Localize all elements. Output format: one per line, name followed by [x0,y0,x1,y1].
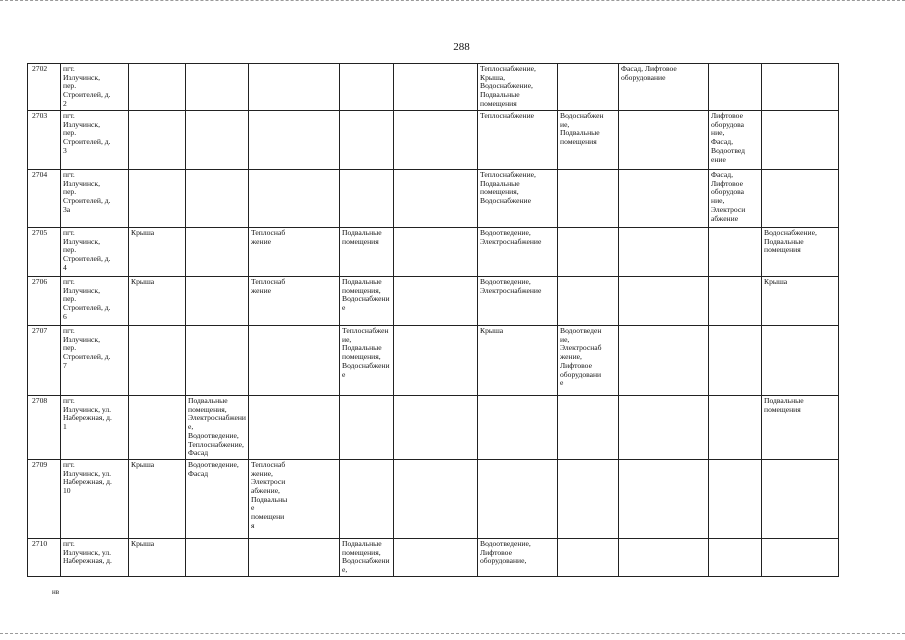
work-cell [762,228,839,277]
work-cell [709,111,762,170]
address-text: пгт. Излучинск, пер. Строителей, д. 3 [63,111,111,155]
work-cell-text: Теплоснаб жение [251,277,286,295]
table-row [28,277,839,326]
work-cell [709,228,762,277]
work-cell [186,64,249,111]
work-cell [478,64,558,111]
work-cell [558,396,619,460]
work-cell-text: Теплоснаб жение [251,228,286,246]
address-cell [61,228,129,277]
work-cell [249,111,340,170]
scan-edge-bottom [0,633,905,638]
work-cell [762,538,839,576]
table-row [28,170,839,228]
work-cell-text: Крыша [131,277,155,286]
work-cell [619,459,709,538]
work-cell-text: Крыша [131,459,155,469]
work-cell-text: Теплоснабжение [480,111,535,120]
work-cell [186,538,249,576]
work-cell [709,326,762,396]
work-cell [394,459,478,538]
work-cell-text: Крыша [131,538,155,548]
table-row [28,538,839,576]
work-cell [478,228,558,277]
work-cell [186,326,249,396]
work-cell [394,277,478,326]
address-text: пгт. Излучинск, пер. Строителей, д. 2 [63,64,111,108]
register-table [27,63,839,577]
address-text: пгт. Излучинск, пер. Строителей, д. 7 [63,326,111,370]
work-cell-text: Подвальные помещения, Электроснабжение, Водоотведение, Теплоснабжение, Фасад [188,396,246,458]
work-cell-text: Теплоснабжение, Крыша, Водоснабжение, Подвальные помещения [480,64,536,108]
address-text: пгт. Излучинск, пер. Строителей, д. 4 [63,228,111,272]
work-cell [340,538,394,576]
work-cell [762,64,839,111]
work-cell [478,459,558,538]
record-number: 2704 [28,170,61,228]
work-cell [129,64,186,111]
table-row [28,326,839,396]
work-cell-text: Водоотведение, Лифтовое оборудование, [480,538,531,566]
work-cell [619,64,709,111]
work-cell [762,111,839,170]
work-cell [558,326,619,396]
address-cell [61,396,129,460]
work-cell-text: Водоотведение, Электроснабжение [480,228,542,246]
scan-edge-top [0,0,905,5]
work-cell [249,277,340,326]
work-cell [478,538,558,576]
work-cell [340,396,394,460]
record-number: 2705 [28,228,61,277]
work-cell [478,396,558,460]
record-number: 2706 [28,277,61,326]
work-cell [394,538,478,576]
work-cell [340,459,394,538]
record-number: 2708 [28,396,61,460]
record-number: 2703 [28,111,61,170]
work-cell [478,326,558,396]
work-cell [558,228,619,277]
work-cell [340,277,394,326]
record-number: 2709 [28,459,61,538]
work-cell [762,277,839,326]
work-cell [558,538,619,576]
work-cell-text: Водоотведение, Фасад [188,459,239,478]
work-cell [249,170,340,228]
work-cell [394,170,478,228]
work-cell [394,111,478,170]
work-cell [186,111,249,170]
work-cell-text: Теплоснабжение, Подвальные помещения, Водоснабжение [480,170,536,206]
work-cell [709,170,762,228]
work-cell [709,396,762,460]
work-cell-text: Водоснабжение, Подвальные помещения [764,228,817,255]
work-cell [129,459,186,538]
work-cell [340,170,394,228]
work-cell [394,228,478,277]
work-cell [394,326,478,396]
work-cell [619,111,709,170]
work-cell [478,111,558,170]
work-cell [619,396,709,460]
work-cell [249,538,340,576]
work-cell-text: Водоотведен ие, Электроснаб жение, Лифтовое оборудовани е [560,326,602,388]
work-cell [186,170,249,228]
work-cell [129,228,186,277]
work-cell-text: Подвальные помещения, Водоснабжение [342,277,390,313]
work-cell [478,277,558,326]
work-cell [249,228,340,277]
address-cell [61,64,129,111]
address-text: пгт. Излучинск, ул. Набережная, д. [63,538,112,566]
address-text: пгт. Излучинск, ул. Набережная, д. 1 [63,396,112,432]
work-cell [709,64,762,111]
address-cell [61,538,129,576]
work-cell [558,64,619,111]
address-cell [61,111,129,170]
work-cell [394,64,478,111]
work-cell-text: Подвальные помещения [764,396,804,414]
work-cell-text: Фасад, Лифтовое оборудование [621,64,677,82]
table-row [28,396,839,460]
work-cell [186,459,249,538]
table-row [28,111,839,170]
work-cell [619,326,709,396]
work-cell-text: Крыша [480,326,504,335]
work-cell [249,326,340,396]
work-cell [340,228,394,277]
work-cell-text: Крыша [131,228,155,237]
work-cell-text: Лифтовое оборудова ние, Фасад, Водоотвед ение [711,111,745,164]
work-cell-text: Подвальные помещения [342,228,382,246]
work-cell [558,459,619,538]
work-cell-text: Теплоснаб жение, Электроси абжение, Подвальны е помещени я [251,459,288,530]
footer-mark: нв [52,588,60,596]
work-cell [394,396,478,460]
table-row [28,64,839,111]
table-row [28,228,839,277]
record-number: 2707 [28,326,61,396]
work-cell-text: Фасад, Лифтовое оборудова ние, Электроси абжение [711,170,746,223]
work-cell [709,459,762,538]
address-text: пгт. Излучинск, пер. Строителей, д. 3а [63,170,111,214]
record-number: 2702 [28,64,61,111]
address-text: пгт. Излучинск, ул. Набережная, д. 10 [63,459,112,496]
work-cell [478,170,558,228]
work-cell [186,277,249,326]
work-cell [762,326,839,396]
work-cell [249,459,340,538]
work-cell [558,111,619,170]
work-cell-text: Крыша [764,277,788,286]
work-cell [186,228,249,277]
work-cell [762,459,839,538]
record-number: 2710 [28,538,61,576]
work-cell [558,170,619,228]
work-cell [619,538,709,576]
work-cell-text: Водоотведение, Электроснабжение [480,277,542,295]
address-text: пгт. Излучинск, пер. Строителей, д. 6 [63,277,111,321]
page-number: 288 [453,41,470,53]
work-cell [340,111,394,170]
work-cell [340,326,394,396]
work-cell [129,538,186,576]
address-cell [61,170,129,228]
work-cell [619,228,709,277]
work-cell [186,396,249,460]
work-cell [762,170,839,228]
work-cell [340,64,394,111]
work-cell [129,111,186,170]
address-cell [61,459,129,538]
work-cell [709,277,762,326]
work-cell [129,326,186,396]
work-cell [762,396,839,460]
work-cell [558,277,619,326]
work-cell [129,396,186,460]
work-cell-text: Подвальные помещения, Водоснабжение, [342,538,390,575]
work-cell [129,277,186,326]
work-cell [709,538,762,576]
work-cell [619,170,709,228]
work-cell-text: Теплоснабжение, Подвальные помещения, Водоснабжение [342,326,390,379]
address-cell [61,326,129,396]
address-cell [61,277,129,326]
table-row [28,459,839,538]
work-cell-text: Водоснабжен ие, Подвальные помещения [560,111,604,147]
work-cell [129,170,186,228]
work-cell [249,396,340,460]
work-cell [249,64,340,111]
work-cell [619,277,709,326]
